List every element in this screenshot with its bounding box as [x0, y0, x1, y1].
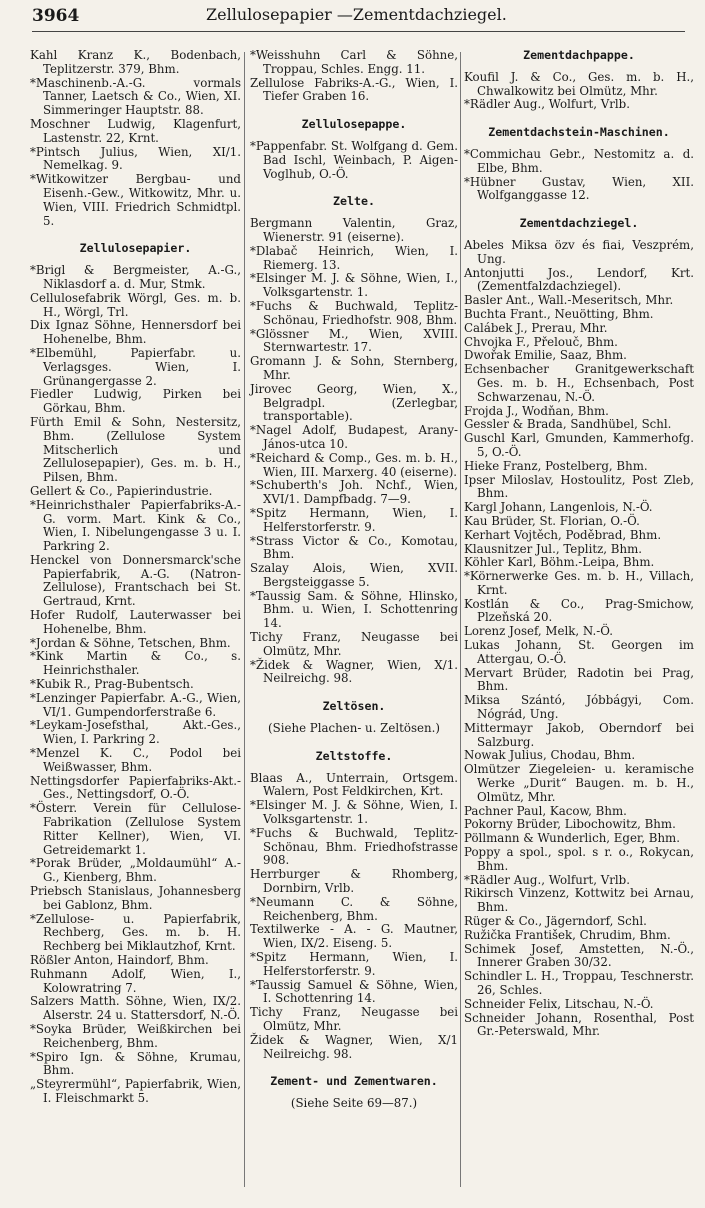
directory-entry: Salzers Matth. Söhne, Wien, IX/2. Alserstr. 24 u. Stattersdorf, N.-Ö.: [30, 994, 241, 1023]
directory-entry: Židek & Wagner, Wien, X/1 Neilreichg. 98.: [250, 1032, 458, 1061]
section-heading: Zement- und Zementwaren.: [270, 1074, 438, 1089]
directory-entry: Zellulose Fabriks-A.-G., Wien, I. Tiefer Graben 16.: [250, 75, 458, 104]
directory-entry: Klausnitzer Jul., Teplitz, Bhm.: [464, 541, 643, 556]
directory-entry: Kahl Kranz K., Bodenbach, Teplitzerstr. 379, Bhm.: [30, 48, 241, 76]
directory-entry: *Dlabač Heinrich, Wien, I. Riemerg. 13.: [250, 243, 458, 272]
directory-entry: Köhler Karl, Böhm.-Leipa, Bhm.: [464, 555, 655, 570]
directory-entry: *Elsinger M. J. & Söhne, Wien, I., Volksgartenstr. 1.: [250, 271, 458, 300]
column-divider: [460, 52, 461, 1187]
directory-entry: Tichy Franz, Neugasse bei Olmütz, Mhr.: [250, 1005, 458, 1033]
directory-entry: *Taussig Samuel & Söhne, Wien, I. Schottenring 14.: [250, 977, 458, 1006]
directory-entry: Miksa Szántó, Jóbbágyi, Com. Nógrád, Ung.: [464, 693, 694, 722]
cross-reference-note: (Siehe Plachen- u. Zeltösen.): [268, 721, 440, 736]
section-heading: Zementdachstein-Maschinen.: [488, 125, 670, 140]
directory-entry: Antonjutti Jos., Lendorf, Krt. (Zementfalzdachziegel).: [464, 265, 694, 294]
directory-entry: Hieke Franz, Postelberg, Bhm.: [464, 458, 648, 473]
directory-entry: Basler Ant., Wall.-Meseritsch, Mhr.: [464, 293, 674, 308]
section-heading: Zementdachziegel.: [519, 216, 639, 231]
directory-entry: Pachner Paul, Kacow, Bhm.: [464, 803, 627, 818]
section-heading: Zellulosepapier.: [79, 241, 192, 256]
directory-entry: Poppy a spol., spol. s r. o., Rokycan, Bhm.: [464, 845, 694, 873]
directory-entry: Abeles Miksa özv és fiai, Veszprém, Ung.: [464, 237, 694, 266]
directory-entry: Nowak Julius, Chodau, Bhm.: [464, 748, 636, 763]
directory-entry: Schneider Johann, Rosenthal, Post Gr.-Peterswald, Mhr.: [464, 1010, 694, 1039]
directory-entry: Schimek Josef, Amstetten, N.-Ö., Innerer Graben 30/32.: [464, 941, 694, 970]
directory-entry: *Leykam-Josefsthal, Akt.-Ges., Wien, I. Parkring 2.: [30, 718, 241, 747]
directory-entry: Dwořak Emilie, Saaz, Bhm.: [464, 348, 627, 363]
directory-entry: Pöllmann & Wunderlich, Eger, Bhm.: [464, 831, 680, 846]
directory-entry: *Lenzinger Papierfabr. A.-G., Wien, VI/1. Gumpendorferstraße 6.: [30, 690, 241, 719]
directory-entry: *Maschinenb.-A.-G. vormals Tanner, Laetsch & Co., Wien, XI. Simmeringer Hauptstr. 88.: [30, 75, 241, 118]
directory-entry: *Zellulose- u. Papierfabrik, Rechberg, Ges. m. b. H. Rechberg bei Miklautzhof, Krnt.: [30, 911, 241, 954]
directory-entry: Calábek J., Prerau, Mhr.: [464, 320, 608, 335]
column-2: [250, 49, 458, 1111]
directory-entry: *Glössner M., Wien, XVIII. Sternwartestr. 17.: [250, 326, 458, 355]
directory-entry: *Körnerwerke Ges. m. b. H., Villach, Krnt.: [464, 569, 694, 597]
directory-entry: Ružička František, Chrudim, Bhm.: [464, 927, 671, 942]
directory-entry: Priebsch Stanislaus, Johannesberg bei Gablonz, Bhm.: [30, 884, 241, 912]
directory-entry: *Rädler Aug., Wolfurt, Vrlb.: [464, 872, 630, 887]
directory-entry: *Österr. Verein für Cellulose-Fabrikation (Zellulose System Ritter Kellner), Wien, VI. Getreidemarkt 1.: [30, 801, 241, 857]
directory-entry: Fiedler Ludwig, Pirken bei Görkau, Bhm.: [30, 387, 241, 416]
directory-entry: *Jordan & Söhne, Tetschen, Bhm.: [30, 635, 231, 650]
directory-entry: Rüger & Co., Jägerndorf, Schl.: [464, 914, 647, 929]
directory-entry: Tichy Franz, Neugasse bei Olmütz, Mhr.: [250, 630, 458, 658]
section-heading: Zelte.: [333, 194, 375, 209]
directory-entry: Chvojka F., Přelouč, Bhm.: [464, 334, 618, 349]
cross-reference-note: (Siehe Seite 69—87.): [290, 1096, 418, 1111]
column-1: [30, 49, 241, 1106]
directory-entry: *Spiro Ign. & Söhne, Krumau, Bhm.: [30, 1049, 241, 1078]
directory-entry: *Rädler Aug., Wolfurt, Vrlb.: [464, 97, 630, 112]
directory-entry: Guschl Karl, Gmunden, Kammerhofg. 5, O.-Ö.: [464, 431, 694, 459]
directory-entry: Schneider Felix, Litschau, N.-Ö.: [464, 996, 654, 1011]
directory-entry: Szalay Alois, Wien, XVII. Bergsteiggasse 5.: [250, 561, 458, 589]
directory-entry: Textilwerke - A. - G. Mautner, Wien, IX/2. Eiseng. 5.: [250, 922, 458, 951]
directory-entry: *Fuchs & Buchwald, Teplitz-Schönau, Friedhofstr. 908, Bhm.: [250, 298, 458, 327]
section-heading: Zeltstoffe.: [315, 748, 393, 763]
directory-entry: *Taussig Sam. & Söhne, Hlinsko, Bhm. u. Wien, I. Schottenring 14.: [250, 588, 458, 631]
directory-entry: *Commichau Gebr., Nestomitz a. d. Elbe, Bhm.: [464, 146, 694, 175]
directory-entry: *Pappenfabr. St. Wolfgang d. Gem. Bad Ischl, Weinbach, P. Aigen-Voglhub, O.-Ö.: [250, 138, 458, 181]
directory-entry: *Porak Brüder, „Moldaumühl“ A.-G., Kienberg, Bhm.: [30, 856, 241, 885]
directory-entry: *Fuchs & Buchwald, Teplitz-Schönau, Bhm. Friedhofstrasse 908.: [250, 825, 458, 868]
directory-entry: *Židek & Wagner, Wien, X/1. Neilreichg. 98.: [250, 657, 458, 686]
directory-entry: Koufil J. & Co., Ges. m. b. H., Chwalkowitz bei Olmütz, Mhr.: [464, 69, 694, 98]
directory-entry: Echsenbacher Granitgewerkschaft Ges. m. b. H., Echsenbach, Post Schwarzenau, N.-Ö.: [464, 362, 694, 404]
section-heading: Zellulosepappe.: [301, 117, 407, 132]
directory-entry: „Steyrermühl“, Papierfabrik, Wien, I. Fleischmarkt 5.: [30, 1077, 241, 1105]
directory-entry: *Spitz Hermann, Wien, I. Helferstorferstr. 9.: [250, 950, 458, 978]
column-divider: [244, 52, 245, 1187]
directory-entry: *Elbemühl, Papierfabr. u. Verlagsges. Wien, I. Grünangergasse 2.: [30, 345, 241, 388]
directory-entry: *Schuberth's Joh. Nchf., Wien, XVI/1. Dampfbadg. 7—9.: [250, 478, 458, 507]
directory-entry: Kerhart Vojtěch, Poděbrad, Bhm.: [464, 527, 662, 542]
directory-entry: Kau Brüder, St. Florian, O.-Ö.: [464, 513, 640, 528]
directory-entry: Jirovec Georg, Wien, X., Belgradpl. (Zerlegbar, transportable).: [250, 381, 458, 424]
directory-entry: Blaas A., Unterrain, Ortsgem. Walern, Post Feldkirchen, Krt.: [250, 770, 458, 799]
directory-entry: Lorenz Josef, Melk, N.-Ö.: [464, 624, 613, 639]
directory-entry: Gellert & Co., Papierindustrie.: [30, 483, 213, 498]
directory-entry: Schindler L. H., Troppau, Teschnerstr. 26, Schles.: [464, 969, 694, 997]
directory-entry: Buchta Frant., Neuötting, Bhm.: [464, 306, 654, 321]
section-heading: Zeltösen.: [322, 699, 386, 714]
directory-entry: Kostlán & Co., Prag-Smichow, Plzeňská 20.: [464, 596, 694, 625]
directory-entry: *Neumann C. & Söhne, Reichenberg, Bhm.: [250, 894, 458, 923]
directory-entry: *Witkowitzer Bergbau- und Eisenh.-Gew., Witkowitz, Mhr. u. Wien, VIII. Friedrich Schmidtpl. 5.: [30, 172, 241, 228]
directory-entry: Ipser Miloslav, Hostoulitz, Post Zleb, Bhm.: [464, 472, 694, 501]
directory-entry: *Brigl & Bergmeister, A.-G., Niklasdorf a. d. Mur, Stmk.: [30, 263, 241, 291]
directory-entry: *Spitz Hermann, Wien, I. Helferstorferstr. 9.: [250, 505, 458, 534]
directory-entry: Olmützer Ziegeleien- u. keramische Werke „Durit“ Baugen. m. b. H., Olmütz, Mhr.: [464, 762, 694, 804]
directory-entry: Pokorny Brüder, Libochowitz, Bhm.: [464, 817, 676, 832]
directory-entry: Gessler & Brada, Sandhübel, Schl.: [464, 417, 672, 432]
directory-entry: Henckel von Donnersmarck'sche Papierfabrik, A.-G. (Natron-Zellulose), Frantschach bei St. Gertraud, Krnt.: [30, 552, 241, 609]
directory-entry: Lukas Johann, St. Georgen im Attergau, O.-Ö.: [464, 638, 694, 666]
directory-entry: Kargl Johann, Langenlois, N.-Ö.: [464, 500, 653, 515]
directory-entry: Frojda J., Wodňan, Bhm.: [464, 403, 609, 418]
column-3: [464, 49, 694, 1039]
directory-entry: Herrburger & Rhomberg, Dornbirn, Vrlb.: [250, 867, 458, 896]
directory-entry: Cellulosefabrik Wörgl, Ges. m. b. H., Wörgl, Trl.: [30, 290, 241, 319]
directory-entry: *Menzel K. C., Podol bei Weißwasser, Bhm.: [30, 746, 241, 774]
directory-entry: Fürth Emil & Sohn, Nestersitz, Bhm. (Zellulose System Mitscherlich und Zellulosepapier), Ges. m. b. H., Pilsen, Bhm.: [30, 414, 241, 485]
directory-entry: *Nagel Adolf, Budapest, Arany-János-utca 10.: [250, 423, 458, 451]
directory-entry: Mervart Brüder, Radotin bei Prag, Bhm.: [464, 665, 694, 694]
directory-entry: *Kink Martin & Co., s. Heinrichsthaler.: [30, 649, 241, 678]
directory-entry: *Weisshuhn Carl & Söhne, Troppau, Schles. Engg. 11.: [250, 48, 458, 76]
directory-entry: Rößler Anton, Haindorf, Bhm.: [30, 953, 209, 967]
directory-entry: Bergmann Valentin, Graz, Wienerstr. 91 (eiserne).: [250, 216, 458, 244]
page-title: Zellulosepapier —Zementdachziegel.: [206, 5, 507, 24]
directory-entry: *Hübner Gustav, Wien, XII. Wolfganggasse 12.: [464, 174, 694, 203]
directory-entry: *Elsinger M. J. & Söhne, Wien, I. Volksgartenstr. 1.: [250, 798, 458, 827]
directory-entry: *Kubik R., Prag-Bubentsch.: [30, 677, 194, 692]
header-rule: [32, 31, 685, 32]
directory-entry: *Pintsch Julius, Wien, XI/1. Nemelkag. 9.: [30, 144, 241, 173]
directory-entry: Gromann J. & Sohn, Sternberg, Mhr.: [250, 354, 458, 382]
directory-entry: Moschner Ludwig, Klagenfurt, Lastenstr. 22, Krnt.: [30, 116, 241, 145]
directory-entry: *Reichard & Comp., Ges. m. b. H., Wien, III. Marxerg. 40 (eiserne).: [250, 450, 458, 479]
directory-entry: Nettingsdorfer Papierfabriks-Akt.-Ges., Nettingsdorf, O.-Ö.: [30, 773, 241, 802]
directory-entry: *Heinrichsthaler Papierfabriks-A.-G. vorm. Mart. Kink & Co., Wien, I. Nibelungengasse 3 u. I. Parkring 2.: [30, 497, 241, 554]
directory-entry: Mittermayr Jakob, Oberndorf bei Salzburg.: [464, 720, 694, 749]
directory-entry: Dix Ignaz Söhne, Hennersdorf bei Hohenelbe, Bhm.: [30, 318, 241, 347]
directory-entry: Rikirsch Vinzenz, Kottwitz bei Arnau, Bhm.: [464, 886, 694, 915]
directory-entry: *Strass Victor & Co., Komotau, Bhm.: [250, 533, 458, 562]
directory-entry: Ruhmann Adolf, Wien, I., Kolowratring 7.: [30, 966, 241, 995]
directory-entry: Hofer Rudolf, Lauterwasser bei Hohenelbe, Bhm.: [30, 608, 241, 636]
directory-entry: *Soyka Brüder, Weißkirchen bei Reichenberg, Bhm.: [30, 1021, 241, 1050]
section-heading: Zementdachpappe.: [523, 48, 635, 62]
page-number: 3964: [32, 6, 80, 26]
